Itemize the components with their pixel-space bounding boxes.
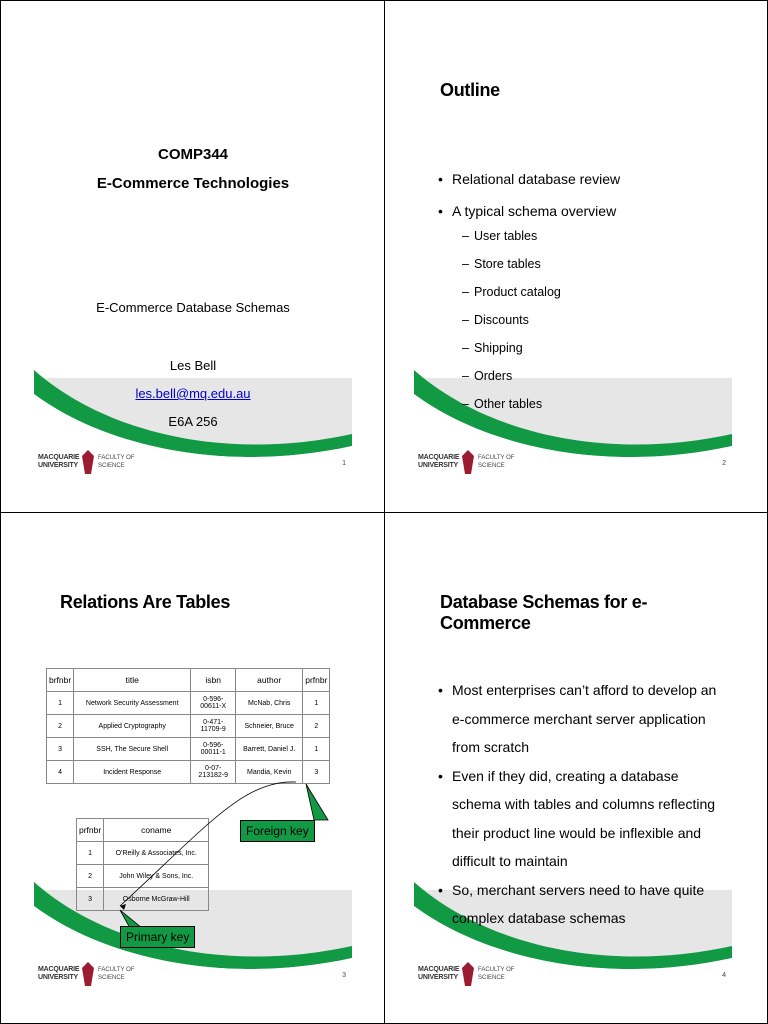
list-item: • Relational database review	[436, 170, 726, 188]
table-cell: 2	[303, 715, 330, 738]
university-name: MACQUARIE UNIVERSITY	[418, 454, 460, 469]
faculty-name: FACULTY OF SCIENCE	[98, 967, 135, 981]
table-cell: 0-596-00611-X	[191, 692, 236, 715]
macquarie-logo	[38, 958, 158, 992]
table-cell: O'Reilly & Associates, Inc.	[104, 842, 209, 865]
table-cell: 4	[47, 761, 74, 784]
table-cell: Applied Cryptography	[74, 715, 191, 738]
table-cell: 1	[303, 738, 330, 761]
slide-number: 4	[722, 972, 726, 979]
slide-number: 1	[342, 460, 346, 467]
table-cell: Incident Response	[74, 761, 191, 784]
table-cell: McNab, Chris	[236, 692, 303, 715]
table-cell: SSH, The Secure Shell	[74, 738, 191, 761]
table-cell: 0-07-213182-9	[191, 761, 236, 784]
course-title: E-Commerce Technologies	[96, 175, 290, 192]
page-divider-horizontal	[0, 512, 768, 513]
table-cell: 1	[303, 692, 330, 715]
list-item: – Product catalog	[436, 284, 726, 301]
university-name: MACQUARIE UNIVERSITY	[38, 454, 80, 469]
slide-title: Outline	[440, 80, 500, 100]
table-cell: Osborne McGraw-Hill	[104, 888, 209, 911]
column-header: author	[236, 669, 303, 692]
column-header: title	[74, 669, 191, 692]
column-header: brfnbr	[47, 669, 74, 692]
slide-title: Relations Are Tables	[60, 592, 231, 612]
table-cell: 1	[77, 842, 104, 865]
table-cell: Network Security Assessment	[74, 692, 191, 715]
list-item: – Discounts	[436, 312, 726, 329]
faculty-name: FACULTY OF SCIENCE	[98, 455, 135, 469]
list-item: • Most enterprises can’t afford to develop an e-commerce merchant server application from scratch	[436, 676, 722, 762]
faculty-name: FACULTY OF SCIENCE	[478, 967, 515, 981]
macquarie-logo	[418, 446, 538, 480]
column-header: prfnbr	[303, 669, 330, 692]
table-cell: 0-596-00011-1	[191, 738, 236, 761]
macquarie-logo	[38, 446, 158, 480]
table-cell: 3	[303, 761, 330, 784]
list-item: • Even if they did, creating a database schema with tables and columns reflecting their product line would be inflexible and difficult to maintain	[436, 762, 722, 876]
list-item: • A typical schema overview	[436, 202, 726, 220]
table-cell: John Wiley & Sons, Inc.	[104, 865, 209, 888]
slide-number: 3	[342, 972, 346, 979]
macquarie-logo	[418, 958, 538, 992]
university-name: MACQUARIE UNIVERSITY	[418, 966, 460, 981]
primary-key-callout: Primary key	[120, 926, 195, 948]
crest-icon	[82, 962, 94, 986]
slide-title: Database Schemas for e-Commerce	[440, 592, 648, 633]
slide-subtitle: E-Commerce Database Schemas	[96, 300, 290, 315]
outline-list	[436, 170, 726, 424]
table-cell: 0-471-11709-9	[191, 715, 236, 738]
slide-number: 2	[722, 460, 726, 467]
crest-icon	[82, 450, 94, 474]
author-email-link[interactable]: les.bell@mq.edu.au	[135, 386, 251, 401]
slide-2	[414, 42, 732, 488]
room-number: E6A 256	[168, 414, 218, 429]
table-cell: Barrett, Daniel J.	[236, 738, 303, 761]
university-name: MACQUARIE UNIVERSITY	[38, 966, 80, 981]
faculty-name: FACULTY OF SCIENCE	[478, 455, 515, 469]
list-item: – Shipping	[436, 340, 726, 357]
table-cell: 2	[77, 865, 104, 888]
table-cell: 3	[77, 888, 104, 911]
list-item: • So, merchant servers need to have quite complex database schemas	[436, 876, 722, 933]
column-header: isbn	[191, 669, 236, 692]
column-header: coname	[104, 819, 209, 842]
crest-icon	[462, 962, 474, 986]
list-item: – User tables	[436, 228, 726, 245]
list-item: – Store tables	[436, 256, 726, 273]
bullet-list	[436, 676, 722, 933]
list-item: – Other tables	[436, 396, 726, 413]
table-cell: 1	[47, 692, 74, 715]
crest-icon	[462, 450, 474, 474]
foreign-key-callout: Foreign key	[240, 820, 315, 842]
slide-3	[34, 554, 352, 1000]
slide-4	[414, 554, 732, 1000]
author-name: Les Bell	[169, 358, 217, 373]
list-item: – Orders	[436, 368, 726, 385]
table-cell: 2	[47, 715, 74, 738]
column-header: prfnbr	[77, 819, 104, 842]
table-cell: 3	[47, 738, 74, 761]
slide-1	[34, 42, 352, 488]
course-code: COMP344	[157, 146, 229, 163]
table-cell: Mandia, Kevin	[236, 761, 303, 784]
table-cell: Schneier, Bruce	[236, 715, 303, 738]
